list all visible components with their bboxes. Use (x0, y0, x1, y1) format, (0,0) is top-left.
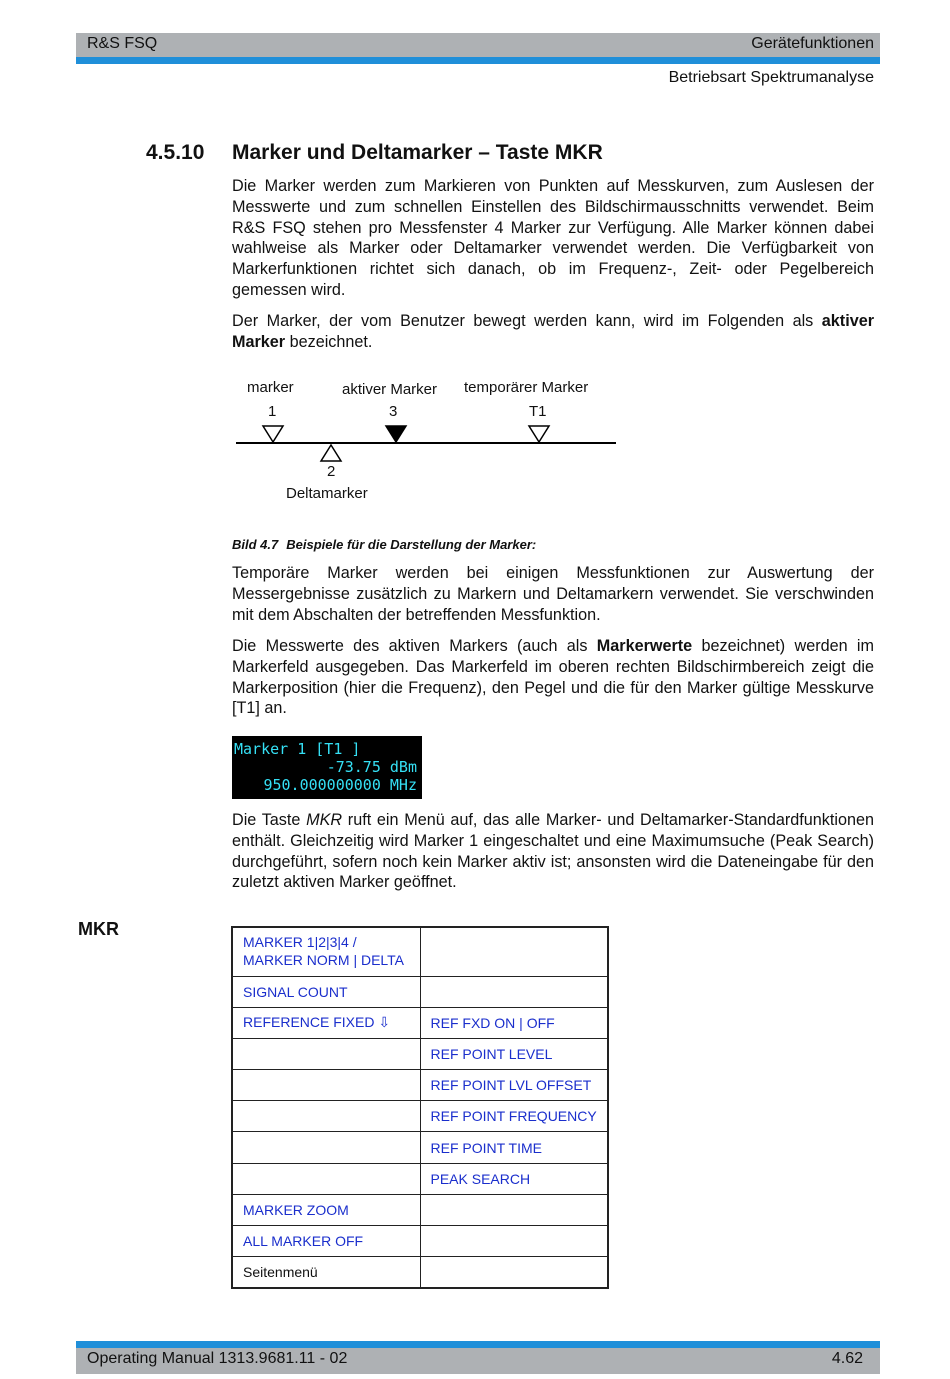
menu-row (232, 1070, 608, 1101)
paragraph-active-marker (232, 311, 874, 353)
menu-row (232, 1101, 608, 1132)
menu-softkey-sub (420, 1257, 608, 1288)
diagram-label-active-number: 3 (389, 403, 398, 420)
menu-softkey-sub (420, 1194, 608, 1225)
menu-row (232, 976, 608, 1007)
marker-1-triangle-icon (263, 426, 283, 442)
footer-manual-id: Operating Manual 1313.9681.11 - 02 (87, 1350, 348, 1367)
menu-softkey-main[interactable]: MARKER ZOOM (232, 1194, 420, 1225)
header-product: R&S FSQ (87, 35, 158, 52)
menu-softkey-main[interactable]: Seitenmenü (232, 1257, 420, 1288)
marker-field-frequency: 950.000000000 MHz (263, 776, 417, 794)
menu-key-label: MKR (78, 919, 119, 939)
menu-row (232, 1132, 608, 1163)
mkr-menu-table (231, 926, 609, 1289)
menu-softkey-sub (420, 1226, 608, 1257)
menu-softkey-sub[interactable]: REF POINT LEVEL (420, 1038, 608, 1069)
menu-row (232, 1007, 608, 1038)
menu-row (232, 1194, 608, 1225)
menu-row (232, 1226, 608, 1257)
menu-softkey-main (232, 1070, 420, 1101)
menu-row (232, 1038, 608, 1069)
header-accent-line (76, 57, 880, 64)
diagram-label-marker-number: 1 (268, 403, 277, 420)
menu-softkey-sub (420, 927, 608, 976)
menu-softkey-main (232, 1163, 420, 1194)
delta-marker-triangle-icon (321, 445, 341, 461)
figure-caption (232, 537, 536, 552)
menu-softkey-main (232, 1132, 420, 1163)
menu-softkey-sub[interactable]: REF FXD ON | OFF (420, 1007, 608, 1038)
marker-field-display (232, 736, 422, 799)
paragraph-active-marker-term: aktiver Marker (232, 312, 874, 351)
footer-accent-line (76, 1341, 880, 1348)
menu-softkey-sub[interactable]: REF POINT FREQUENCY (420, 1101, 608, 1132)
marker-field-name: Marker 1 [T1 ] (234, 740, 361, 758)
paragraph-marker-values-end: bezeichnet) werden im Markerfeld ausgegeben. Das Markerfeld im oberen rechten Bildschirmbereich zeigt die Markerposition (hier die Frequenz), den Pegel und die für den Marker gültige Messkurve [T1] an. (232, 637, 874, 718)
paragraph-intro: Die Marker werden zum Markieren von Punkten auf Messkurven, zum Auslesen der Messwerte und zum schnellen Einstellen des Bildschirmausschnitts verwendet. Beim R&S FSQ stehen pro Messfenster 4 Marker zur Verfügung. Alle Marker können dabei wahlweise als Marker oder Deltamarker verwendet werden. Die Verfügbarkeit von Markerfunktionen richtet sich danach, ob im Frequenz-, Zeit- oder Pegelbereich gemessen wird. (232, 177, 874, 299)
paragraph-marker-values (232, 636, 874, 719)
marker-diagram (232, 375, 632, 510)
menu-softkey-main[interactable]: MARKER 1|2|3|4 / MARKER NORM | DELTA (232, 927, 420, 976)
diagram-label-delta-number: 2 (327, 463, 336, 480)
menu-softkey-sub (420, 976, 608, 1007)
section-number: 4.5.10 (146, 141, 205, 164)
diagram-label-marker: marker (247, 379, 294, 396)
header-chapter: Gerätefunktionen (751, 35, 874, 52)
menu-row (232, 927, 608, 976)
temporary-marker-triangle-icon (529, 426, 549, 442)
menu-row (232, 1163, 608, 1194)
figure-caption-text: Beispiele für die Darstellung der Marker: (286, 537, 537, 552)
menu-softkey-sub[interactable]: REF POINT LVL OFFSET (420, 1070, 608, 1101)
menu-softkey-main[interactable]: SIGNAL COUNT (232, 976, 420, 1007)
paragraph-marker-values-term: Markerwerte (596, 637, 693, 655)
paragraph-marker-values-text: Die Messwerte des aktiven Markers (auch als (232, 637, 597, 655)
paragraph-mkr-key-text: Die Taste (232, 811, 307, 829)
menu-softkey-main (232, 1101, 420, 1132)
header-subtitle: Betriebsart Spektrumanalyse (668, 69, 874, 86)
paragraph-mkr-key-end: ruft ein Menü auf, das alle Marker- und Deltamarker-Standardfunktionen enthält. Gleichzeitig wird Marker 1 eingeschaltet und eine Maximumsuche (Peak Search) durchgeführt, sofern noch kein Marker aktiv ist; ansonsten wird die Dateneingabe für den zuletzt aktiven Marker geöffnet. (232, 811, 874, 892)
paragraph-temporary-markers: Temporäre Marker werden bei einigen Messfunktionen zur Auswertung der Messergebnisse zusätzlich zu Markern und Deltamarkern verwendet. Sie verschwinden mit dem Abschalten der betreffenden Messfunktion. (232, 564, 874, 624)
menu-softkey-main (232, 1038, 420, 1069)
paragraph-mkr-key-term: MKR (306, 811, 343, 829)
marker-field-level: -73.75 dBm (326, 758, 417, 776)
paragraph-active-marker-end: bezeichnet. (285, 332, 373, 351)
figure-caption-number: Bild 4.7 (232, 537, 279, 552)
diagram-label-delta: Deltamarker (286, 485, 368, 502)
section-title: Marker und Deltamarker – Taste MKR (232, 141, 603, 164)
menu-row (232, 1257, 608, 1288)
diagram-label-temporary: temporärer Marker (464, 379, 589, 396)
footer-page-number: 4.62 (831, 1350, 863, 1367)
diagram-label-temporary-number: T1 (529, 403, 547, 420)
diagram-label-active: aktiver Marker (342, 381, 438, 398)
menu-softkey-main[interactable]: REFERENCE FIXED ⇩ (232, 1007, 420, 1038)
paragraph-mkr-key (232, 810, 874, 893)
menu-softkey-sub[interactable]: REF POINT TIME (420, 1132, 608, 1163)
paragraph-active-marker-text: Der Marker, der vom Benutzer bewegt werden kann, wird im Folgenden als (232, 312, 822, 330)
active-marker-triangle-icon (386, 426, 406, 442)
menu-softkey-main[interactable]: ALL MARKER OFF (232, 1226, 420, 1257)
menu-softkey-sub[interactable]: PEAK SEARCH (420, 1163, 608, 1194)
